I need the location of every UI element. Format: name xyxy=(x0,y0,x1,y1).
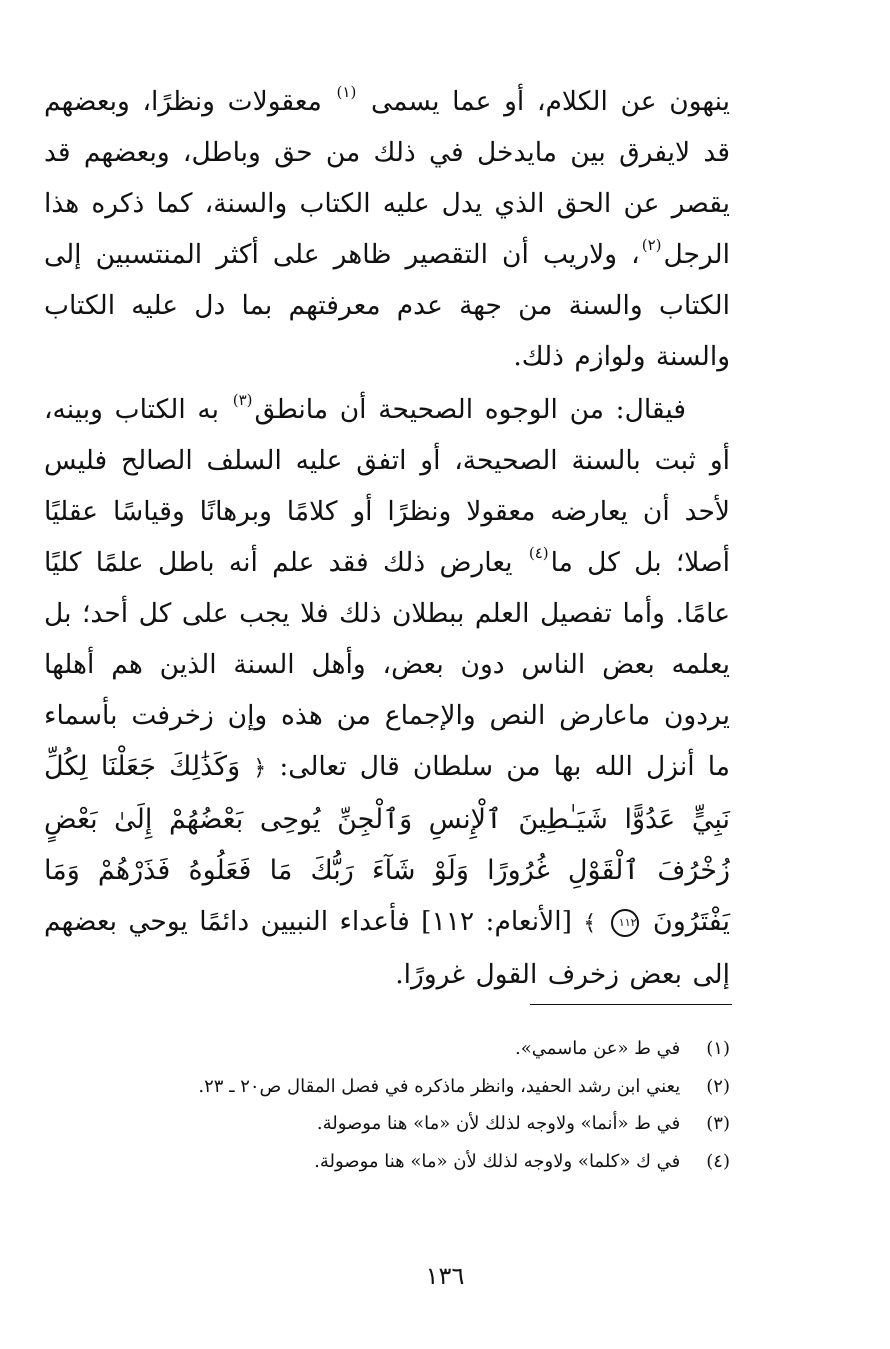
body-paragraph-1 xyxy=(44,76,730,382)
footnote-text: في ط «أنما» ولاوجه لذلك لأن «ما» هنا موصولة. xyxy=(316,1113,681,1134)
paragraph-2-text-d: فأعداء النبيين دائمًا يوحي بعضهم إلى بعض زخرف القول غرورًا. xyxy=(44,906,730,990)
footnote-item xyxy=(120,1030,730,1068)
footnote-text: يعني ابن رشد الحفيد، وانظر ماذكره في فصل المقال ص٢٠ ـ ٢٣. xyxy=(198,1075,681,1097)
footnote-item xyxy=(120,1068,730,1106)
paragraph-2-text-a: فيقال: من الوجوه الصحيحة أن مانطق xyxy=(254,394,686,425)
paragraph-2-text-b: به الكتاب وبينه، أو ثبت بالسنة الصحيحة، أو اتفق عليه السلف الصالح فليس لأحد أن يعارضه معقولا ونظرًا أو كلامًا وبرهانًا وقياسًا عقليًا أصلا؛ بل كل ما xyxy=(44,394,730,578)
quran-verse: وَكَذَٰلِكَ جَعَلْنَا لِكُلِّ نَبِيٍّ عَدُوًّا شَيَـٰطِينَ ٱلْإِنسِ وَٱلْجِنِّ يُوحِى بَعْضُهُمْ إِلَىٰ بَعْضٍ زُخْرُفَ ٱلْقَوْلِ غُرُورًا وَلَوْ شَآءَ رَبُّكَ مَا فَعَلُوهُ فَذَرْهُمْ وَمَا يَفْتَرُونَ xyxy=(44,751,730,937)
footnote-number: (٤) xyxy=(706,1150,730,1172)
quran-citation: [الأنعام: ١١٢] xyxy=(421,906,572,937)
quran-open-bracket: ﴿ xyxy=(253,756,267,781)
ayah-number-marker: ١١٢ xyxy=(611,909,639,937)
footnote-ref-3[interactable]: (٣) xyxy=(232,391,253,409)
footnote-ref-2[interactable]: (٢) xyxy=(641,236,662,254)
footnote-number: (٣) xyxy=(706,1113,730,1134)
paragraph-1-text-a: ينهون عن الكلام، أو عما يسمى xyxy=(371,86,730,117)
footnote-ref-1[interactable]: (١) xyxy=(336,83,357,101)
quran-close-bracket: ﴾ xyxy=(583,911,597,936)
paragraph-2-text-c: يعارض ذلك فقد علم أنه باطل علمًا كليًا عامًا. وأما تفصيل العلم ببطلان ذلك فلا يجب على كل أحد؛ بل يعلمه بعض الناس دون بعض، وأهل السنة الذين هم أهلها يردون ماعارض النص والإجماع من هذه وإن زخرفت بأسماء ما أنزل الله بها من سلطان قال تعالى: xyxy=(44,547,730,782)
body-paragraph-2 xyxy=(44,384,730,1000)
footnote-text: في ك «كلما» ولاوجه لذلك لأن «ما» هنا موصولة. xyxy=(314,1150,681,1172)
footnote-text: في ط «عن ماسمي». xyxy=(515,1038,681,1059)
footnote-number: (٢) xyxy=(706,1075,730,1097)
footnote-item xyxy=(120,1105,730,1143)
footnote-item xyxy=(120,1143,730,1181)
page-number: ١٣٦ xyxy=(425,1262,465,1290)
footnote-ref-4[interactable]: (٤) xyxy=(528,544,549,562)
paragraph-1-text-c: ، ولاريب أن التقصير ظاهر على أكثر المنتسبين إلى الكتاب والسنة من جهة عدم معرفتهم بما دل عليه الكتاب والسنة ولوازم ذلك. xyxy=(44,239,730,372)
footnote-number: (١) xyxy=(706,1038,730,1059)
footnotes-list xyxy=(120,1030,730,1180)
footnote-divider xyxy=(530,1004,732,1005)
paragraph-1-text-b: معقولات ونظرًا، وبعضهم قد لايفرق بين مايدخل في ذلك من حق وباطل، وبعضهم قد يقصر عن الحق الذي يدل عليه الكتاب والسنة، كما ذكره هذا الرجل xyxy=(44,86,730,270)
